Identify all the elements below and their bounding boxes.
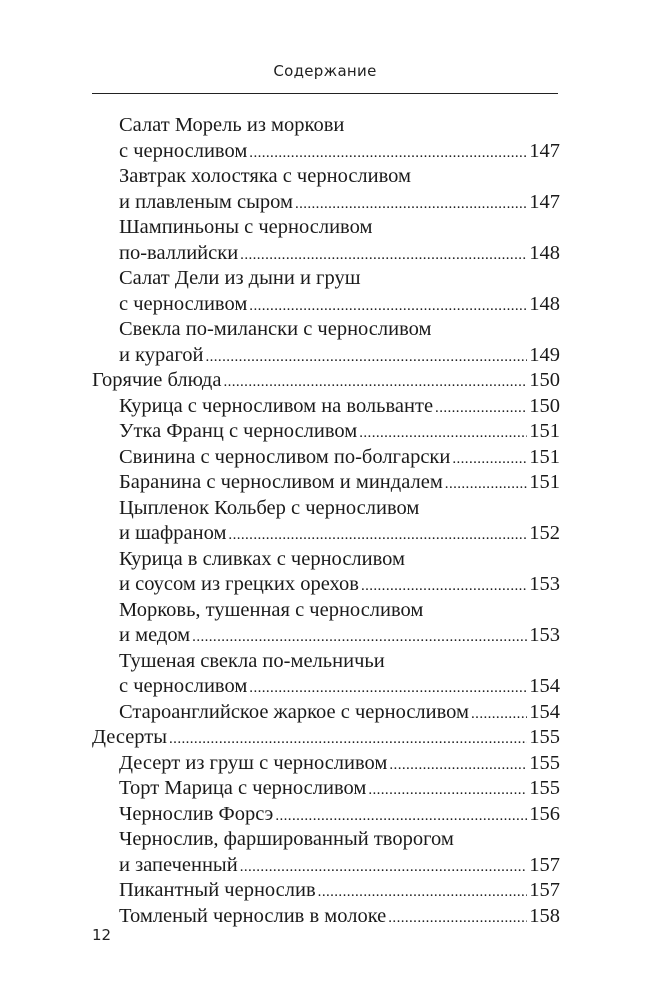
toc-entry [92, 215, 560, 266]
toc-entry-title: Курица с черносливом на вольванте [119, 394, 434, 417]
toc-entry-title: и плавленым сыром [119, 190, 293, 213]
toc-entry-title: и шафраном [119, 522, 227, 544]
toc-entry-title: Утка Франц с черносливом [119, 420, 358, 442]
toc-entry-title: с черносливом [119, 292, 248, 315]
toc-entry [92, 827, 560, 878]
dot-leader [435, 396, 527, 422]
toc-page-number: 148 [529, 241, 560, 264]
toc-entry-title: Пикантный чернослив [119, 879, 316, 901]
table-of-contents [92, 113, 560, 929]
toc-entry-title: Староанглийское жаркое с черносливом [119, 700, 470, 723]
toc-entry-title: с черносливом [119, 675, 248, 697]
toc-entry-title-line1: Шампиньоны с черносливом [119, 216, 373, 238]
dot-leader [240, 855, 528, 881]
toc-entry [92, 113, 560, 164]
dot-leader [318, 880, 528, 906]
dot-leader [205, 345, 527, 371]
toc-page-number: 157 [529, 879, 560, 901]
dot-leader [452, 447, 527, 473]
dot-leader [249, 294, 527, 320]
dot-leader [388, 906, 527, 932]
toc-entry [92, 266, 560, 317]
dot-leader [249, 676, 527, 702]
header-rule [92, 93, 558, 94]
toc-entry-title-line1: Морковь, тушенная с черносливом [119, 598, 424, 621]
dot-leader [169, 727, 527, 753]
toc-entry-title: Горячие блюда [92, 369, 222, 391]
toc-entry-title-line1: Завтрак холостяка с черносливом [119, 165, 411, 187]
toc-page-number: 155 [529, 726, 560, 748]
running-header: Содержание [273, 62, 377, 80]
dot-leader [249, 141, 527, 167]
toc-page-number: 151 [529, 445, 560, 468]
toc-page-number: 153 [529, 573, 560, 595]
toc-entry [92, 547, 560, 598]
toc-entry-title-line1: Салат Морель из моркови [119, 114, 345, 136]
toc-page-number: 155 [529, 777, 560, 799]
toc-page-number: 147 [529, 190, 560, 213]
dot-leader [445, 472, 527, 498]
dot-leader [361, 574, 527, 600]
page-number: 12 [92, 926, 112, 944]
dot-leader [295, 192, 527, 218]
toc-entry-title-line1: Курица в сливках с черносливом [119, 547, 405, 570]
toc-entry [92, 164, 560, 215]
toc-page-number: 151 [529, 420, 560, 442]
toc-entry [92, 445, 560, 471]
toc-entry [92, 470, 560, 496]
toc-entry-title: Десерт из груш с черносливом [119, 751, 388, 774]
toc-page-number: 147 [529, 139, 560, 162]
dot-leader [389, 753, 527, 779]
toc-entry-title-line1: Салат Дели из дыни и груш [119, 267, 361, 289]
dot-leader [471, 702, 527, 728]
toc-page-number: 153 [529, 624, 560, 646]
dot-leader [368, 778, 527, 804]
dot-leader [275, 804, 527, 830]
toc-entry [92, 878, 560, 904]
toc-entry-title-line1: Цыпленок Кольбер с черносливом [119, 496, 420, 519]
toc-entry-title: и запеченный [119, 853, 238, 876]
toc-entry-title: Торт Марица с черносливом [119, 777, 367, 799]
toc-page-number: 148 [529, 292, 560, 315]
toc-page-number: 154 [529, 700, 560, 723]
dot-leader [192, 625, 527, 651]
toc-entry-title: Чернослив Форсэ [119, 802, 274, 825]
toc-page-number: 154 [529, 675, 560, 697]
toc-entry-title: и соусом из грецких орехов [119, 573, 359, 595]
dot-leader [240, 243, 527, 269]
toc-entry-title-line1: Тушеная свекла по-мельничьи [119, 649, 385, 672]
toc-page-number: 150 [529, 369, 560, 391]
toc-entry [92, 700, 560, 726]
toc-entry-title: и медом [119, 624, 191, 646]
toc-entry-title: с черносливом [119, 139, 248, 162]
toc-entry [92, 419, 560, 445]
toc-page-number: 150 [529, 394, 560, 417]
toc-page-number: 151 [529, 471, 560, 493]
toc-entry [92, 496, 560, 547]
toc-entry [92, 394, 560, 420]
toc-page-number: 157 [529, 853, 560, 876]
toc-entry [92, 649, 560, 700]
toc-entry [92, 776, 560, 802]
dot-leader [359, 421, 527, 447]
toc-section [92, 368, 560, 394]
toc-entry [92, 317, 560, 368]
dot-leader [223, 370, 527, 396]
toc-page-number: 155 [529, 751, 560, 774]
toc-entry-title: по-валлийски [119, 241, 239, 264]
toc-page-number: 152 [529, 522, 560, 544]
toc-entry-title: Томленый чернослив в молоке [119, 904, 387, 927]
toc-entry [92, 904, 560, 930]
dot-leader [228, 523, 527, 549]
toc-entry-title: и курагой [119, 343, 204, 366]
toc-entry-title-line1: Свекла по-милански с черносливом [119, 318, 432, 340]
toc-page-number: 156 [529, 802, 560, 825]
toc-page-number: 149 [529, 343, 560, 366]
toc-section [92, 725, 560, 751]
toc-entry [92, 751, 560, 777]
toc-entry-title: Свинина с черносливом по-болгарски [119, 445, 451, 468]
toc-entry [92, 802, 560, 828]
toc-entry [92, 598, 560, 649]
toc-entry-title: Баранина с черносливом и миндалем [119, 471, 443, 493]
toc-entry-title-line1: Чернослив, фаршированный творогом [119, 828, 454, 850]
toc-page-number: 158 [529, 904, 560, 927]
toc-entry-title: Десерты [92, 726, 168, 748]
